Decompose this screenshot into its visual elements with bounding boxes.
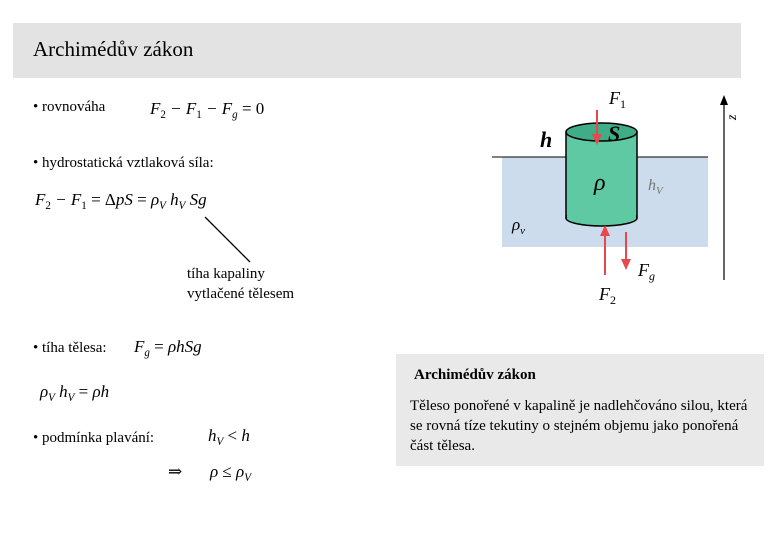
equation-weight: $F_g = \rho hSg$ xyxy=(134,337,202,359)
label-s: S xyxy=(608,121,621,146)
page-title: Archimédův zákon xyxy=(33,37,194,61)
label-rho-v: $\rho_v$ xyxy=(512,215,526,237)
equation-balance: $F_2 - F_1 - F_g = 0$ xyxy=(150,99,265,121)
label-z: z xyxy=(725,114,740,120)
implies-symbol: ⇒ xyxy=(168,462,183,481)
bullet-weight: • tíha tělesa: xyxy=(33,340,107,356)
law-box xyxy=(396,354,764,466)
annotation-pointer xyxy=(205,217,250,262)
bullet-rovnovaha: • rovnováha xyxy=(33,99,106,115)
equation-float-3: $\rho \le \rho_V$ xyxy=(210,462,251,484)
bullet-floating: • podmínka plavání: xyxy=(33,430,155,446)
label-rho: ρ xyxy=(594,170,606,196)
force-fg-arrowhead xyxy=(621,259,631,270)
body-top xyxy=(566,123,637,141)
annotation-line-1: tíha kapaliny xyxy=(187,266,265,282)
z-axis-arrowhead xyxy=(720,95,728,105)
label-fg: $F_g$ xyxy=(638,260,655,283)
label-f2: $F_2$ xyxy=(599,284,616,307)
label-f1: $F_1$ xyxy=(609,88,626,111)
law-box-heading: Archimédův zákon xyxy=(414,367,536,383)
equation-float-1: $\rho_V$ $h_V = \rho h$ xyxy=(40,382,110,404)
law-box-text: Těleso ponořené v kapalině je nadlehčováno silou, která se rovná tíze tekutiny o stejném objemu jako ponořená část tělesa. xyxy=(410,398,748,454)
label-hv: $h_V$ xyxy=(648,177,663,197)
equation-buoyancy: $F_2 - F_1 = \Delta pS = \rho_V$ $h_V$ Sg xyxy=(35,190,207,212)
annotation-line-2: vytlačené tělesem xyxy=(187,286,295,302)
label-h: h xyxy=(540,127,553,152)
equation-float-2: $h_V < h$ xyxy=(208,426,250,448)
body-bottom-fill xyxy=(567,205,636,217)
bullet-hydrostatic: • hydrostatická vztlaková síla: xyxy=(33,155,214,171)
